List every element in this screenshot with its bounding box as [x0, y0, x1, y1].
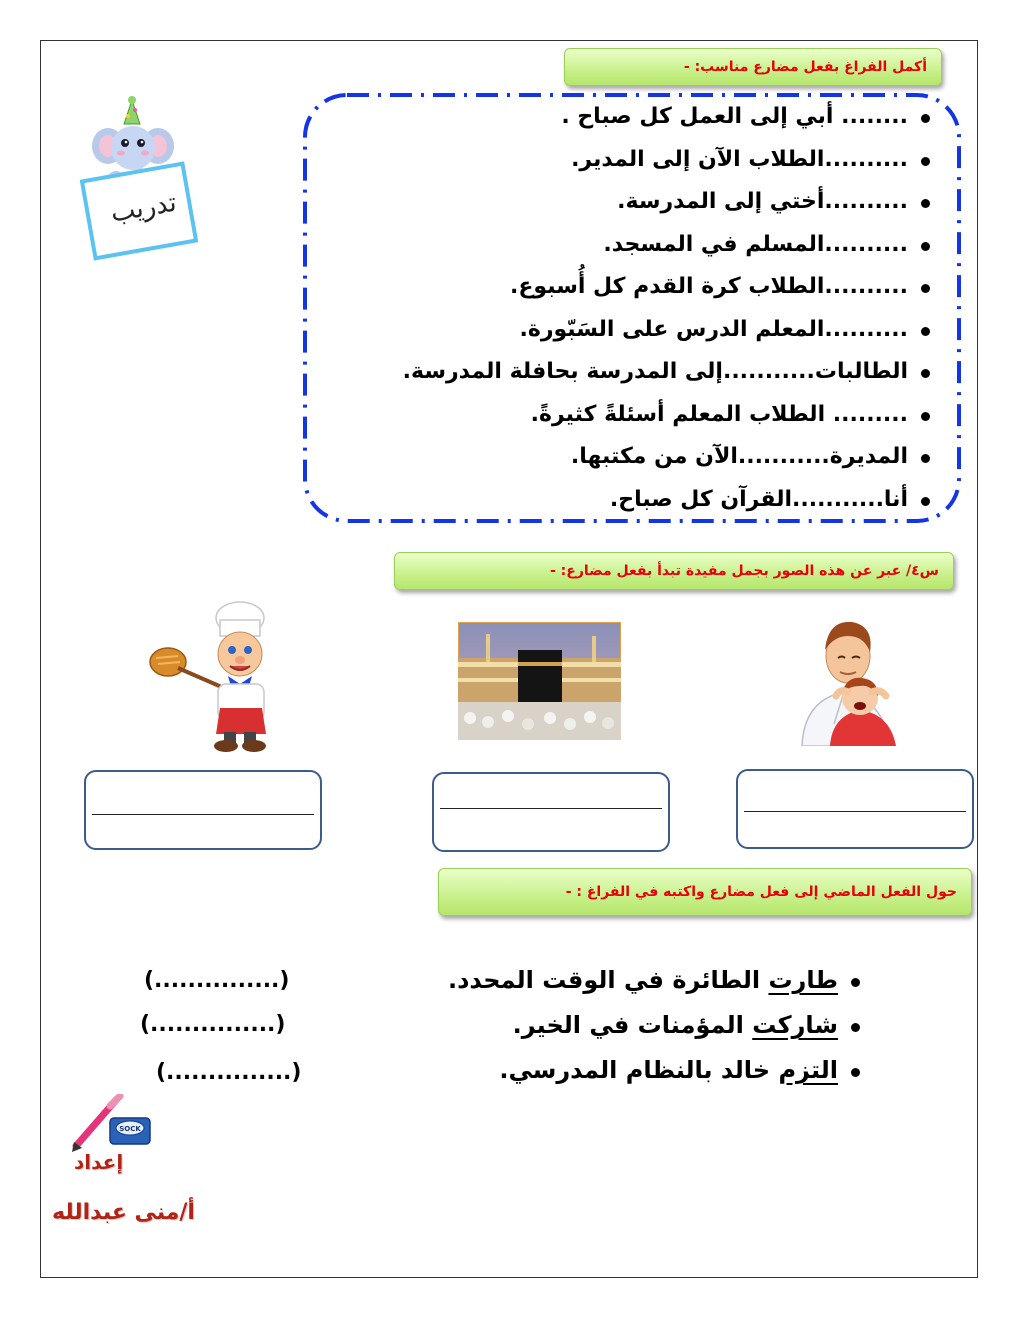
past-verb-sentence: المؤمنات في الخير.: [512, 1011, 753, 1039]
answer-line: [440, 808, 662, 809]
answer-blank[interactable]: (...............): [144, 968, 290, 993]
kaaba-image: [458, 622, 621, 740]
past-verb-sentence: خالد بالنظام المدرسي.: [499, 1056, 779, 1084]
past-verb-item: [404, 1048, 864, 1093]
sentence-item: ......... الطلاب المعلم أسئلةً كثيرةً.: [314, 394, 934, 437]
sentence-item: ..........المعلم الدرس على السَبّورة.: [314, 309, 934, 352]
section3-banner: [438, 868, 972, 916]
answer-box-middle[interactable]: [432, 772, 670, 852]
chef-baker-image: [148, 598, 270, 754]
section1-title: أكمل الفراغ بفعل مضارع مناسب: -: [683, 59, 927, 75]
past-verb-item: [404, 1003, 864, 1048]
dentist-image: [782, 612, 912, 746]
answer-blank[interactable]: (...............): [156, 1060, 302, 1085]
sentence-item: الطالبات...........إلى المدرسة بحافلة المدرسة.: [314, 351, 934, 394]
stamp-label: SOCK: [119, 1125, 141, 1133]
sentence-item: ........ أبي إلى العمل كل صباح .: [314, 96, 934, 139]
section2-title: س٤/ عبر عن هذه الصور بجمل مفيدة تبدأ بفعل مضارع: -: [549, 563, 939, 579]
answer-line: [92, 814, 314, 815]
past-verb: التزم: [778, 1056, 838, 1084]
pen-icon: [70, 1094, 156, 1154]
section1-banner: [564, 48, 942, 86]
sentence-item: المديرة...........الآن من مكتبها.: [314, 436, 934, 479]
answer-line: [744, 811, 966, 812]
author-name: أ/منى عبدالله: [52, 1200, 195, 1225]
past-verb-item: [404, 958, 864, 1003]
section2-banner: [394, 552, 954, 590]
past-verb-list: [404, 958, 864, 1093]
section3-title: حول الفعل الماضي إلى فعل مضارع واكتبه في الفراغ : -: [565, 884, 957, 900]
past-verb: طارت: [768, 966, 838, 994]
training-label: تدريب: [108, 187, 179, 229]
answer-box-right[interactable]: [736, 769, 974, 849]
sentence-item: ..........أختي إلى المدرسة.: [314, 181, 934, 224]
answer-blank[interactable]: (...............): [140, 1012, 286, 1037]
sentence-item: ..........الطلاب الآن إلى المدير.: [314, 139, 934, 182]
sentence-item: أنا...........القرآن كل صباح.: [314, 479, 934, 522]
sentence-item: ..........الطلاب كرة القدم كل أُسبوع.: [314, 266, 934, 309]
sentence-list: [314, 96, 934, 521]
answer-box-left[interactable]: [84, 770, 322, 850]
sentence-item: ..........المسلم في المسجد.: [314, 224, 934, 267]
past-verb: شاركت: [752, 1011, 838, 1039]
prepared-by-label: إعداد: [74, 1150, 124, 1174]
past-verb-sentence: الطائرة في الوقت المحدد.: [447, 966, 769, 994]
